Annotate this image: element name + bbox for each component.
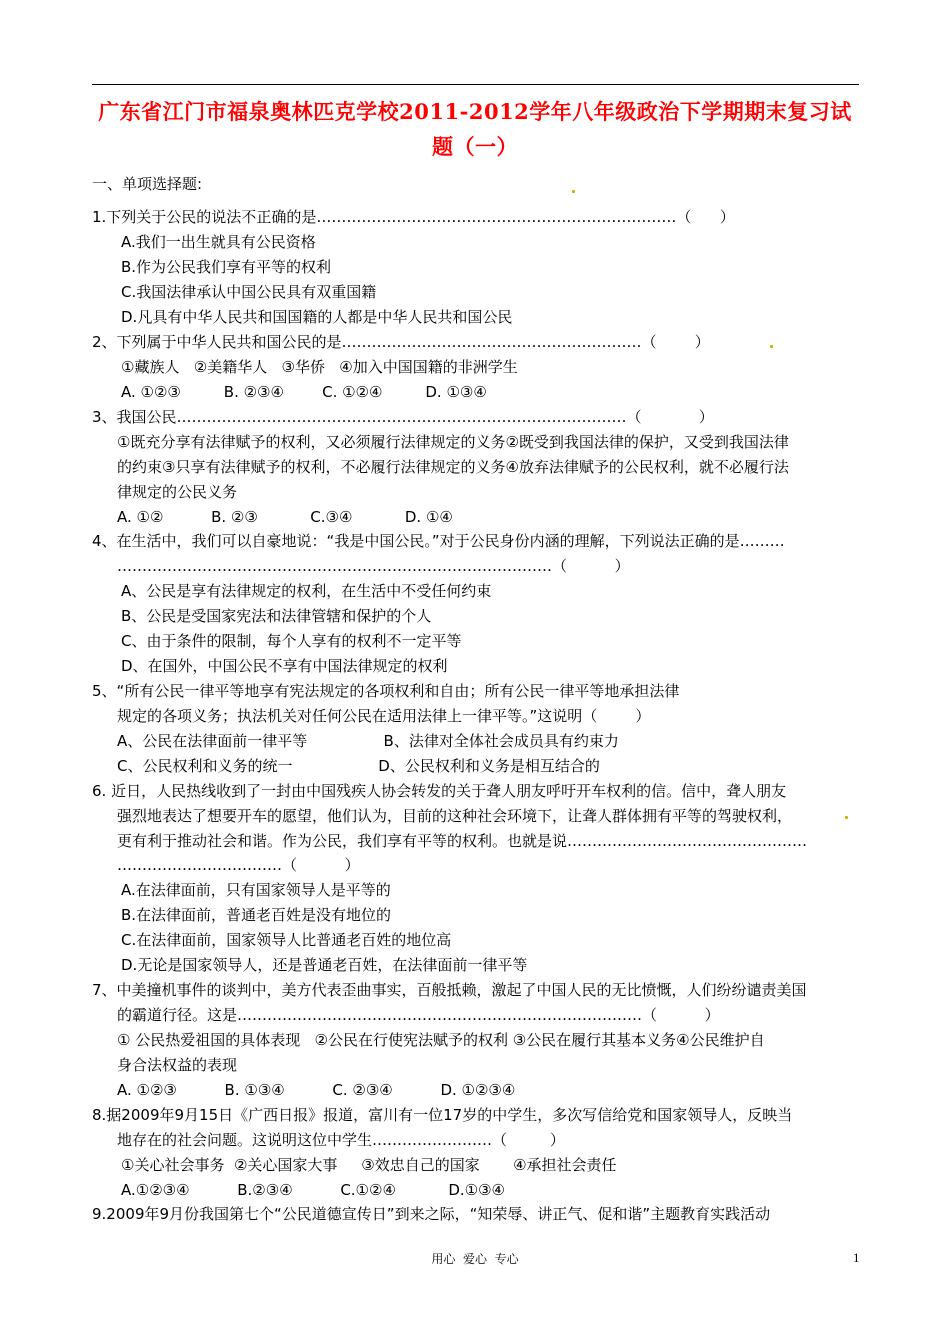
- yellow-speck-mark: [770, 345, 773, 348]
- question-7-options: A. ①②③ B. ①③④ C. ②③④ D. ①②③④: [117, 1081, 516, 1099]
- question-3-items-line-2: 的约束③只享有法律赋予的权利，不必履行法律规定的义务④放弃法律赋予的公民权利，就不必履行法: [117, 458, 789, 476]
- question-6-option-a: A.在法律面前，只有国家领导人是平等的: [121, 881, 391, 899]
- question-3-items-line-3: 律规定的公民义务: [117, 483, 238, 501]
- question-3-items-line-1: ①既充分享有法律赋予的权利，又必须履行法律规定的义务②既受到我国法律的保护，又受到我国法律: [117, 433, 789, 451]
- question-6-option-c: C.在法律面前，国家领导人比普通老百姓的地位高: [121, 931, 452, 949]
- question-9-stem: 9.2009年9月份我国第七个“公民道德宣传日”到来之际，“知荣辱、讲正气、促和谐”主题教育实践活动: [92, 1205, 771, 1223]
- yellow-speck-mark: [572, 190, 575, 193]
- question-6-stem-cont-2: 更有利于推动社会和谐。作为公民，我们享有平等的权利。也就是说…………………………………………: [117, 832, 808, 850]
- question-2-items: ①藏族人 ②美籍华人 ③华侨 ④加入中国国籍的非洲学生: [121, 358, 518, 376]
- question-1-option-a: A.我们一出生就具有公民资格: [121, 233, 316, 251]
- question-6-option-b: B.在法律面前，普通老百姓是没有地位的: [121, 906, 392, 924]
- question-5-stem: 5、“所有公民一律平等地享有宪法规定的各项权利和自由；所有公民一律平等地承担法律: [92, 682, 680, 700]
- question-4-option-d: D、在国外，中国公民不享有中国法律规定的权利: [121, 657, 448, 675]
- question-5-stem-cont: 规定的各项义务；执法机关对任何公民在适用法律上一律平等。”这说明（ ）: [117, 707, 651, 725]
- question-1-option-c: C.我国法律承认中国公民具有双重国籍: [121, 283, 377, 301]
- question-1-option-d: D.凡具有中华人民共和国国籍的人都是中华人民共和国公民: [121, 308, 513, 326]
- question-1-option-b: B.作为公民我们享有平等的权利: [121, 258, 332, 276]
- header-rule: [92, 84, 859, 85]
- document-title-line-1: 广东省江门市福泉奥林匹克学校2011-2012学年八年级政治下学期期末复习试: [98, 99, 852, 124]
- question-8-items: ①关心社会事务 ②关心国家大事 ③效忠自己的国家 ④承担社会责任: [121, 1156, 617, 1174]
- page-footer: 用心 爱心 专心: [431, 1252, 519, 1266]
- question-5-options-ab: A、公民在法律面前一律平等 B、法律对全体社会成员具有约束力: [117, 732, 619, 750]
- question-6-stem-cont-1: 强烈地表达了想要开车的愿望，他们认为，目前的这种社会环境下，让聋人群体拥有平等的驾驶权利，: [117, 807, 793, 825]
- question-8-stem-cont: 地存在的社会问题。这说明这位中学生……………………（ ）: [117, 1131, 565, 1149]
- question-4-option-b: B、公民是受国家宪法和法律管辖和保护的个人: [121, 607, 432, 625]
- question-1-stem: 1.下列关于公民的说法不正确的是………………………………………………………………（ ）: [92, 208, 735, 226]
- question-2-stem: 2、下列属于中华人民共和国公民的是……………………………………………………（ ）: [92, 333, 710, 351]
- question-6-stem: 6. 近日，人民热线收到了一封由中国残疾人协会转发的关于聋人朋友呼吁开车权利的信。信中，聋人朋友: [92, 782, 787, 800]
- question-7-items-line-2: 身合法权益的表现: [117, 1056, 238, 1074]
- question-4-stem-cont: ……………………………………………………………………………（ ）: [117, 557, 630, 575]
- question-8-options: A.①②③④ B.②③④ C.①②④ D.①③④: [121, 1181, 506, 1199]
- question-2-options: A. ①②③ B. ②③④ C. ①②④ D. ①③④: [121, 383, 487, 401]
- question-7-stem: 7、中美撞机事件的谈判中，美方代表歪曲事实，百般抵赖，激起了中国人民的无比愤慨，人们纷纷谴责美国: [92, 981, 807, 999]
- question-4-option-a: A、公民是享有法律规定的权利，在生活中不受任何约束: [121, 582, 492, 600]
- question-4-option-c: C、由于条件的限制，每个人享有的权利不一定平等: [121, 632, 462, 650]
- question-5-options-cd: C、公民权利和义务的统一 D、公民权利和义务是相互结合的: [117, 757, 600, 775]
- document-title-line-2: 题（一）: [432, 134, 518, 159]
- question-3-options: A. ①② B. ②③ C.③④ D. ①④: [117, 508, 453, 526]
- yellow-speck-mark: [845, 816, 848, 819]
- question-4-stem: 4、在生活中，我们可以自豪地说：“我是中国公民。”对于公民身份内涵的理解，下列说法正确的是………: [92, 532, 785, 550]
- question-7-items-line-1: ① 公民热爱祖国的具体表现 ②公民在行使宪法赋予的权利 ③公民在履行其基本义务④公民维护自: [117, 1031, 765, 1049]
- question-7-stem-cont: 的霸道行径。这是………………………………………………………………………（ ）: [117, 1006, 720, 1024]
- question-6-option-d: D.无论是国家领导人，还是普通老百姓，在法律面前一律平等: [121, 956, 528, 974]
- question-8-stem: 8.据2009年9月15日《广西日报》报道，富川有一位17岁的中学生，多次写信给党和国家领导人，反映当: [92, 1106, 793, 1124]
- page-number: 1: [853, 1250, 860, 1265]
- question-3-stem: 3、我国公民………………………………………………………………………………（ ）: [92, 408, 714, 426]
- section-heading: 一、单项选择题:: [92, 175, 203, 193]
- question-6-stem-cont-3: ……………………………（ ）: [117, 856, 360, 874]
